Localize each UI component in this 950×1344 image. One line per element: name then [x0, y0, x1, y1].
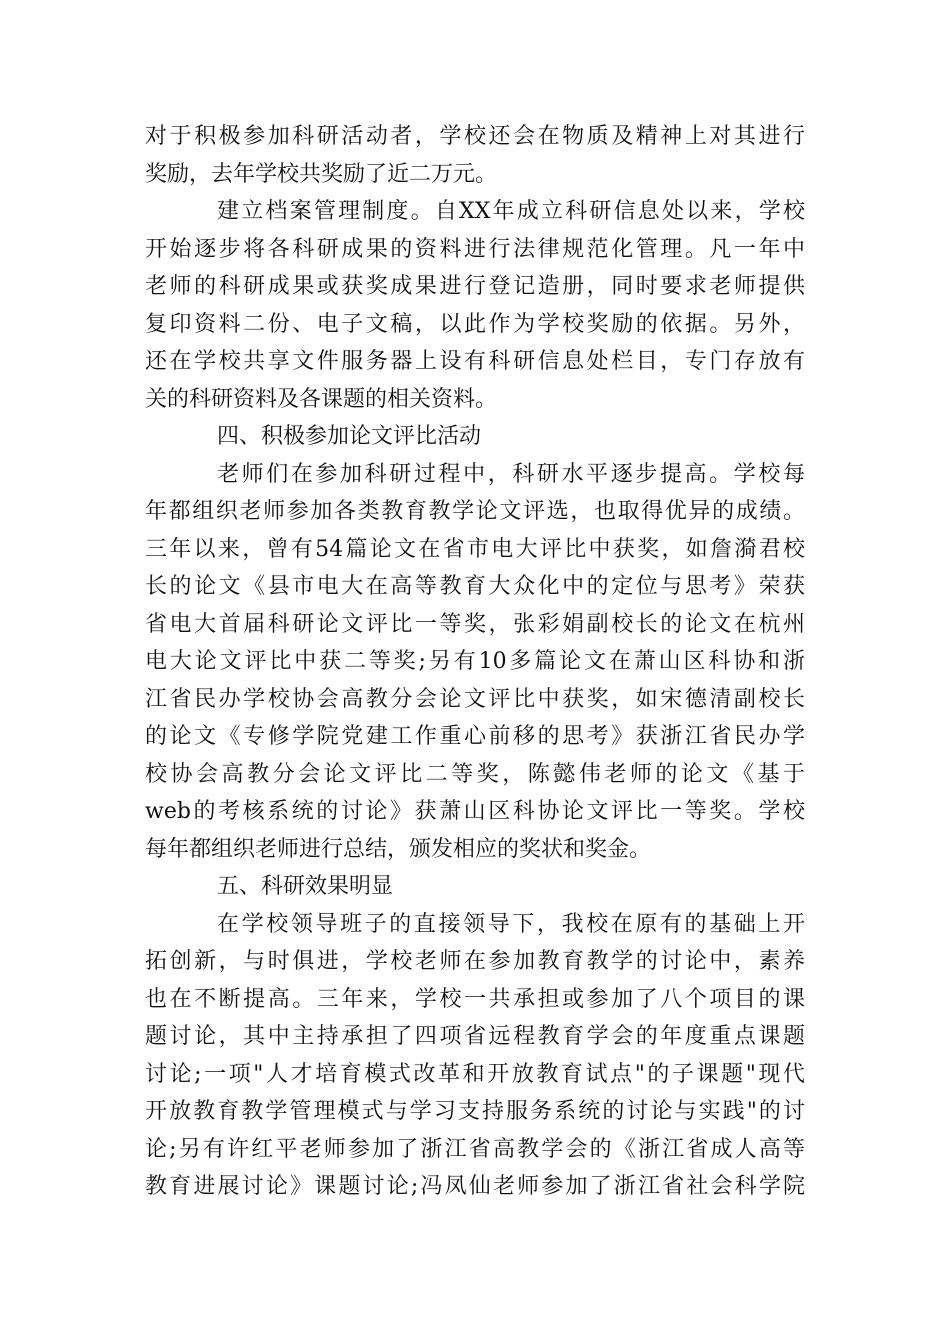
paragraph-line: 的论文《专修学院党建工作重心前移的思考》获浙江省民办学	[145, 724, 805, 749]
paragraph-line: 开放教育教学管理模式与学习支持服务系统的讨论与实践"的讨	[145, 1099, 805, 1124]
paragraph-line: 每年都组织老师进行总结，颁发相应的奖状和奖金。	[145, 836, 652, 862]
paragraph-line: 还在学校共享文件服务器上设有科研信息处栏目，专门存放有	[145, 349, 805, 374]
paragraph-line: 也在不断提高。三年来，学校一共承担或参加了八个项目的课	[145, 986, 805, 1012]
paragraph-line: 拓创新，与时俱进，学校老师在参加教育教学的讨论中，素养	[145, 949, 805, 974]
paragraph-line: 老师的科研成果或获奖成果进行登记造册，同时要求老师提供	[145, 274, 805, 299]
paragraph-line: 电大论文评比中获二等奖;另有10多篇论文在萧山区科协和浙	[145, 649, 805, 674]
paragraph-line: web的考核系统的讨论》获萧山区科协论文评比一等奖。学校	[145, 799, 805, 824]
paragraph-line: 省电大首届科研论文评比一等奖，张彩娟副校长的论文在杭州	[145, 611, 805, 637]
paragraph-line: 奖励，去年学校共奖励了近二万元。	[145, 161, 498, 187]
paragraph-line: 校协会高教分会论文评比二等奖，陈懿伟老师的论文《基于	[145, 761, 805, 787]
paragraph-line: 三年以来，曾有54篇论文在省市电大评比中获奖，如詹漪君校	[145, 536, 805, 562]
paragraph-line: 年都组织老师参加各类教育教学论文评选，也取得优异的成绩。	[145, 499, 805, 524]
paragraph-line: 江省民办学校协会高教分会论文评比中获奖，如宋德清副校长	[145, 686, 805, 712]
paragraph-line: 讨论;一项"人才培育模式改革和开放教育试点"的子课题"现代	[145, 1061, 805, 1087]
paragraph-line: 对于积极参加科研活动者，学校还会在物质及精神上对其进行	[145, 124, 805, 149]
paragraph-line: 教育进展讨论》课题讨论;冯凤仙老师参加了浙江省社会科学院	[145, 1174, 805, 1199]
paragraph-line: 开始逐步将各科研成果的资料进行法律规范化管理。凡一年中	[145, 236, 805, 262]
paragraph-line: 论;另有许红平老师参加了浙江省高教学会的《浙江省成人高等	[145, 1136, 805, 1162]
paragraph-line: 题讨论，其中主持承担了四项省远程教育学会的年度重点课题	[145, 1024, 805, 1049]
paragraph-line: 在学校领导班子的直接领导下，我校在原有的基础上开	[217, 911, 805, 937]
section-heading: 五、科研效果明显	[217, 874, 394, 899]
paragraph-line: 长的论文《县市电大在高等教育大众化中的定位与思考》荣获	[145, 574, 805, 599]
paragraph-line: 老师们在参加科研过程中，科研水平逐步提高。学校每	[217, 461, 805, 487]
section-heading: 四、积极参加论文评比活动	[217, 424, 482, 449]
paragraph-line: 关的科研资料及各课题的相关资料。	[145, 386, 498, 412]
paragraph-line: 建立档案管理制度。自XX年成立科研信息处以来，学校	[217, 199, 805, 224]
paragraph-line: 复印资料二份、电子文稿，以此作为学校奖励的依据。另外，	[145, 311, 805, 337]
body-text	[145, 118, 805, 1206]
